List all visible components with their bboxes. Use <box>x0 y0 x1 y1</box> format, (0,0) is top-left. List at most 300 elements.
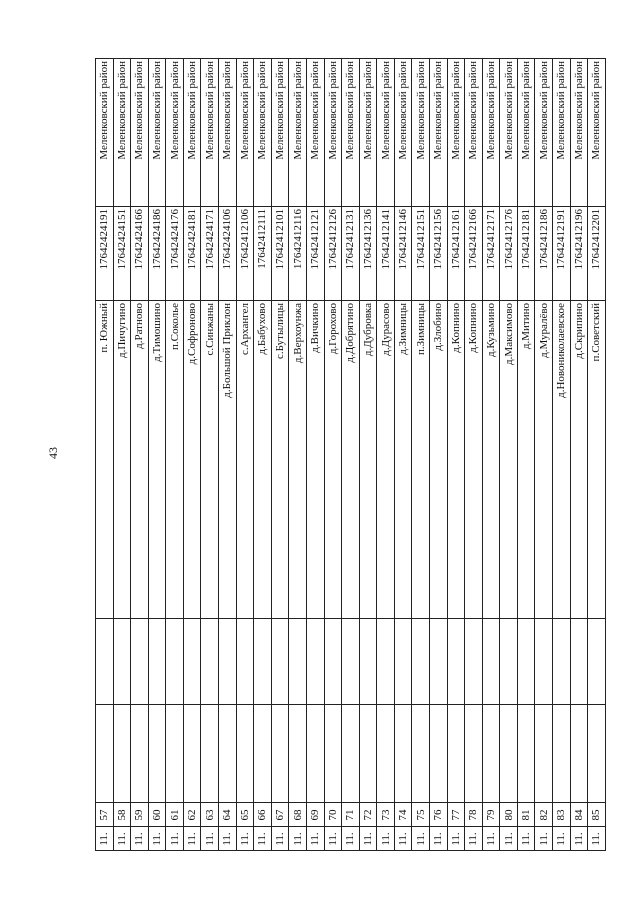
table-cell-district <box>271 59 289 207</box>
table-cell-code <box>324 207 342 301</box>
table-cell-code <box>96 207 114 301</box>
table-cell-district <box>183 59 201 207</box>
table-cell-blank2 <box>131 705 149 803</box>
table-cell-idx <box>429 827 447 851</box>
table-cell-blank1 <box>588 619 606 705</box>
table-cell-idx <box>359 827 377 851</box>
table-cell-blank2 <box>517 705 535 803</box>
cell-text-idx: 11. <box>203 831 216 846</box>
cell-text-settlement: д.Тимошино <box>151 302 164 362</box>
table-cell-idx <box>394 827 412 851</box>
cell-text-code: 17642412141 <box>379 208 392 269</box>
table-cell-num <box>254 803 272 827</box>
table-cell-idx <box>236 827 254 851</box>
cell-text-district: Меленковский район <box>502 60 515 160</box>
cell-text-code: 17642412161 <box>449 208 462 269</box>
table-cell-code <box>236 207 254 301</box>
table-cell-settlement <box>113 301 131 619</box>
cell-text-code: 17642424151 <box>115 208 128 269</box>
table-cell-district <box>412 59 430 207</box>
table-band-num <box>96 803 606 827</box>
cell-text-district: Меленковский район <box>467 60 480 160</box>
cell-text-settlement: д.Копнино <box>467 302 480 353</box>
table-cell-district <box>535 59 553 207</box>
table-cell-code <box>201 207 219 301</box>
cell-text-district: Меленковский район <box>361 60 374 160</box>
cell-text-district: Меленковский район <box>186 60 199 160</box>
table-cell-num <box>201 803 219 827</box>
table-cell-num <box>359 803 377 827</box>
table-cell-code <box>588 207 606 301</box>
table-cell-district <box>429 59 447 207</box>
table-cell-idx <box>447 827 465 851</box>
table-cell-blank1 <box>394 619 412 705</box>
table-cell-settlement <box>219 301 237 619</box>
table-cell-district <box>236 59 254 207</box>
table-cell-code <box>465 207 483 301</box>
cell-text-idx: 11. <box>151 831 164 846</box>
cell-text-district: Меленковский район <box>238 60 251 160</box>
cell-text-settlement: д.Ратново <box>133 302 146 349</box>
table-cell-settlement <box>412 301 430 619</box>
cell-text-settlement: д.Копнино <box>449 302 462 353</box>
table-band-blank2 <box>96 705 606 803</box>
table-cell-num <box>429 803 447 827</box>
table-cell-code <box>394 207 412 301</box>
cell-text-settlement: д.Скрипино <box>572 302 585 359</box>
table-cell-num <box>482 803 500 827</box>
table-cell-blank2 <box>359 705 377 803</box>
table-cell-district <box>553 59 571 207</box>
table-cell-idx <box>289 827 307 851</box>
cell-text-num: 74 <box>397 809 410 820</box>
table-cell-district <box>394 59 412 207</box>
table-cell-blank2 <box>219 705 237 803</box>
table-cell-idx <box>306 827 324 851</box>
cell-text-district: Меленковский район <box>168 60 181 160</box>
table-cell-num <box>553 803 571 827</box>
cell-text-settlement: п.Соколье <box>168 302 181 350</box>
table-cell-district <box>148 59 166 207</box>
cell-text-district: Меленковский район <box>326 60 339 160</box>
table-cell-blank1 <box>465 619 483 705</box>
table-cell-blank1 <box>201 619 219 705</box>
cell-text-num: 76 <box>432 809 445 820</box>
table-cell-district <box>588 59 606 207</box>
table-cell-code <box>306 207 324 301</box>
cell-text-code: 17642412151 <box>414 208 427 269</box>
cell-text-district: Меленковский район <box>449 60 462 160</box>
cell-text-settlement: д.Большой Приклон <box>221 302 234 398</box>
table-cell-code <box>166 207 184 301</box>
table-cell-num <box>113 803 131 827</box>
cell-text-num: 58 <box>115 809 128 820</box>
cell-text-district: Меленковский район <box>151 60 164 160</box>
cell-text-idx: 11. <box>520 831 533 846</box>
table-cell-blank1 <box>131 619 149 705</box>
table-cell-district <box>254 59 272 207</box>
table-cell-code <box>359 207 377 301</box>
table-cell-blank1 <box>447 619 465 705</box>
table-cell-district <box>166 59 184 207</box>
table-cell-idx <box>553 827 571 851</box>
table-band-settlement <box>96 301 606 619</box>
table-cell-blank2 <box>201 705 219 803</box>
table-cell-blank2 <box>113 705 131 803</box>
cell-text-code: 17642412131 <box>344 208 357 269</box>
table-cell-blank1 <box>113 619 131 705</box>
table-cell-settlement <box>271 301 289 619</box>
cell-text-num: 67 <box>274 809 287 820</box>
cell-text-settlement: д.Верхоунжа <box>291 302 304 363</box>
table-cell-blank2 <box>236 705 254 803</box>
cell-text-num: 57 <box>98 809 111 820</box>
cell-text-code: 17642424106 <box>221 208 234 269</box>
cell-text-district: Меленковский район <box>485 60 497 160</box>
table-cell-district <box>289 59 307 207</box>
table-cell-num <box>500 803 518 827</box>
cell-text-idx: 11. <box>485 831 497 846</box>
table-cell-blank1 <box>166 619 184 705</box>
cell-text-district: Меленковский район <box>309 60 322 160</box>
table-cell-district <box>201 59 219 207</box>
table-cell-num <box>271 803 289 827</box>
cell-text-settlement: п. Южный <box>98 302 111 353</box>
cell-text-num: 69 <box>309 809 322 820</box>
table-cell-idx <box>342 827 360 851</box>
table-cell-blank2 <box>465 705 483 803</box>
cell-text-idx: 11. <box>291 831 304 846</box>
table-cell-settlement <box>517 301 535 619</box>
table-cell-blank1 <box>553 619 571 705</box>
table-cell-idx <box>271 827 289 851</box>
cell-text-idx: 11. <box>115 831 128 846</box>
cell-text-num: 85 <box>590 809 603 820</box>
cell-text-code: 17642412111 <box>256 208 269 269</box>
table-cell-blank1 <box>254 619 272 705</box>
cell-text-district: Меленковский район <box>344 60 357 160</box>
table-cell-code <box>271 207 289 301</box>
cell-text-num: 62 <box>186 809 199 820</box>
table-cell-num <box>447 803 465 827</box>
cell-text-idx: 11. <box>432 831 445 846</box>
cell-text-district: Меленковский район <box>520 60 533 160</box>
table-cell-blank2 <box>500 705 518 803</box>
cell-text-settlement: д.Митино <box>520 302 533 349</box>
cell-text-settlement: д.Муралёво <box>537 302 550 358</box>
table-cell-district <box>359 59 377 207</box>
table-cell-code <box>254 207 272 301</box>
table-cell-blank1 <box>500 619 518 705</box>
cell-text-num: 81 <box>520 809 533 820</box>
table-cell-blank2 <box>482 705 500 803</box>
table-cell-idx <box>148 827 166 851</box>
table-cell-blank2 <box>324 705 342 803</box>
table-cell-blank2 <box>412 705 430 803</box>
cell-text-code: 17642424166 <box>133 208 146 269</box>
table-cell-blank2 <box>570 705 588 803</box>
table-cell-settlement <box>254 301 272 619</box>
table-cell-settlement <box>324 301 342 619</box>
table-cell-code <box>113 207 131 301</box>
table-cell-settlement <box>500 301 518 619</box>
table-cell-blank1 <box>306 619 324 705</box>
table-cell-num <box>342 803 360 827</box>
cell-text-num: 59 <box>133 809 146 820</box>
cell-text-code: 17642424186 <box>151 208 164 269</box>
table-cell-num <box>131 803 149 827</box>
cell-text-idx: 11. <box>555 831 568 846</box>
table-cell-num <box>394 803 412 827</box>
cell-text-district: Меленковский район <box>414 60 427 160</box>
table-cell-num <box>517 803 535 827</box>
table-cell-settlement <box>570 301 588 619</box>
settlements-grid <box>95 58 606 851</box>
table-cell-blank2 <box>342 705 360 803</box>
table-cell-settlement <box>394 301 412 619</box>
cell-text-district: Меленковский район <box>432 60 445 160</box>
table-cell-num <box>412 803 430 827</box>
page-number-text: 43 <box>46 447 60 459</box>
table-cell-district <box>219 59 237 207</box>
cell-text-idx: 11. <box>537 831 550 846</box>
cell-text-district: Меленковский район <box>291 60 304 160</box>
table-cell-code <box>429 207 447 301</box>
cell-text-settlement: д.Добрятино <box>344 302 357 363</box>
cell-text-num: 68 <box>291 809 304 820</box>
cell-text-num: 65 <box>238 809 251 820</box>
cell-text-district: Меленковский район <box>537 60 550 160</box>
table-cell-settlement <box>183 301 201 619</box>
cell-text-code: 17642412116 <box>291 208 304 269</box>
cell-text-num: 60 <box>151 809 164 820</box>
table-cell-num <box>570 803 588 827</box>
table-cell-settlement <box>359 301 377 619</box>
table-cell-blank2 <box>447 705 465 803</box>
table-cell-blank1 <box>289 619 307 705</box>
table-cell-num <box>183 803 201 827</box>
table-cell-settlement <box>289 301 307 619</box>
cell-text-code: 17642412156 <box>432 208 445 269</box>
table-cell-idx <box>377 827 395 851</box>
table-band-district <box>96 59 606 207</box>
table-cell-idx <box>570 827 588 851</box>
cell-text-code: 17642424171 <box>203 208 216 269</box>
cell-text-code: 17642412176 <box>502 208 515 269</box>
cell-text-num: 70 <box>326 809 339 820</box>
table-cell-blank1 <box>517 619 535 705</box>
cell-text-idx: 11. <box>449 831 462 846</box>
table-cell-blank2 <box>429 705 447 803</box>
cell-text-settlement: д.Вичкино <box>309 302 322 353</box>
table-cell-num <box>236 803 254 827</box>
cell-text-district: Меленковский район <box>256 60 269 160</box>
table-cell-district <box>342 59 360 207</box>
table-cell-num <box>588 803 606 827</box>
table-cell-blank1 <box>324 619 342 705</box>
table-cell-blank1 <box>359 619 377 705</box>
table-cell-code <box>500 207 518 301</box>
cell-text-settlement: с.Синжаны <box>203 302 216 356</box>
table-cell-num <box>166 803 184 827</box>
table-cell-idx <box>96 827 114 851</box>
table-cell-blank2 <box>377 705 395 803</box>
table-cell-settlement <box>553 301 571 619</box>
cell-text-settlement: п.Зимницы <box>414 302 427 355</box>
cell-text-num: 63 <box>203 809 216 820</box>
cell-text-settlement: д.Зимницы <box>397 302 410 355</box>
cell-text-num: 73 <box>379 809 392 820</box>
table-band-idx <box>96 827 606 851</box>
table-cell-num <box>535 803 553 827</box>
cell-text-district: Меленковский район <box>397 60 410 160</box>
table-cell-blank1 <box>342 619 360 705</box>
cell-text-code: 17642412101 <box>274 208 287 269</box>
table-cell-blank1 <box>219 619 237 705</box>
cell-text-settlement: д.Софроново <box>186 302 199 364</box>
cell-text-idx: 11. <box>361 831 374 846</box>
cell-text-num: 61 <box>168 809 181 820</box>
cell-text-num: 64 <box>221 809 234 820</box>
cell-text-settlement: д.Дубровка <box>361 302 374 356</box>
table-cell-idx <box>201 827 219 851</box>
table-cell-district <box>113 59 131 207</box>
cell-text-idx: 11. <box>414 831 427 846</box>
cell-text-settlement: д.Дурасово <box>379 302 392 356</box>
cell-text-district: Меленковский район <box>590 60 603 160</box>
cell-text-district: Меленковский район <box>221 60 234 160</box>
table-cell-blank1 <box>148 619 166 705</box>
table-band-code <box>96 207 606 301</box>
table-cell-district <box>570 59 588 207</box>
table-cell-idx <box>219 827 237 851</box>
cell-text-num: 66 <box>256 809 269 820</box>
table-cell-code <box>377 207 395 301</box>
cell-text-code: 17642412136 <box>361 208 374 269</box>
table-cell-district <box>324 59 342 207</box>
table-cell-num <box>306 803 324 827</box>
table-cell-idx <box>183 827 201 851</box>
table-cell-settlement <box>482 301 500 619</box>
table-cell-idx <box>113 827 131 851</box>
cell-text-idx: 11. <box>221 831 234 846</box>
table-cell-blank1 <box>429 619 447 705</box>
table-cell-settlement <box>535 301 553 619</box>
cell-text-code: 17642412186 <box>537 208 550 269</box>
cell-text-code: 17642424191 <box>98 208 111 269</box>
table-cell-settlement <box>166 301 184 619</box>
cell-text-num: 75 <box>414 809 427 820</box>
cell-text-num: 82 <box>537 809 550 820</box>
table-cell-blank1 <box>377 619 395 705</box>
table-cell-district <box>131 59 149 207</box>
table-cell-blank2 <box>394 705 412 803</box>
cell-text-idx: 11. <box>168 831 181 846</box>
cell-text-settlement: с.Бутылицы <box>274 302 287 359</box>
table-cell-blank2 <box>254 705 272 803</box>
table-cell-settlement <box>306 301 324 619</box>
cell-text-idx: 11. <box>274 831 287 846</box>
table-cell-idx <box>465 827 483 851</box>
table-cell-num <box>324 803 342 827</box>
cell-text-district: Меленковский район <box>274 60 287 160</box>
table-cell-code <box>553 207 571 301</box>
table-cell-idx <box>412 827 430 851</box>
table-cell-blank2 <box>553 705 571 803</box>
cell-text-code: 17642424176 <box>168 208 181 269</box>
cell-text-idx: 11. <box>502 831 515 846</box>
table-cell-code <box>517 207 535 301</box>
cell-text-district: Меленковский район <box>203 60 216 160</box>
table-cell-district <box>306 59 324 207</box>
table-cell-district <box>447 59 465 207</box>
table-cell-num <box>465 803 483 827</box>
table-cell-blank1 <box>482 619 500 705</box>
cell-text-idx: 11. <box>397 831 410 846</box>
table-cell-code <box>447 207 465 301</box>
table-cell-blank1 <box>535 619 553 705</box>
table-cell-num <box>219 803 237 827</box>
table-cell-code <box>289 207 307 301</box>
table-cell-idx <box>588 827 606 851</box>
cell-text-idx: 11. <box>256 831 269 846</box>
cell-text-code: 17642412126 <box>326 208 339 269</box>
cell-text-code: 17642412121 <box>309 208 322 269</box>
cell-text-district: Меленковский район <box>98 60 111 160</box>
cell-text-district: Меленковский район <box>572 60 585 160</box>
table-cell-num <box>96 803 114 827</box>
table-cell-settlement <box>201 301 219 619</box>
cell-text-idx: 11. <box>238 831 251 846</box>
table-cell-num <box>289 803 307 827</box>
table-cell-blank1 <box>236 619 254 705</box>
cell-text-num: 77 <box>449 809 462 820</box>
table-cell-settlement <box>236 301 254 619</box>
cell-text-code: 17642424181 <box>186 208 199 269</box>
cell-text-code: 17642412196 <box>572 208 585 269</box>
cell-text-district: Меленковский район <box>379 60 392 160</box>
cell-text-num: 79 <box>485 809 497 820</box>
table-cell-settlement <box>342 301 360 619</box>
table-cell-settlement <box>131 301 149 619</box>
table-cell-idx <box>517 827 535 851</box>
table-cell-blank1 <box>183 619 201 705</box>
settlements-table <box>95 58 605 850</box>
cell-text-idx: 11. <box>572 831 585 846</box>
table-cell-blank2 <box>289 705 307 803</box>
cell-text-code: 17642412181 <box>520 208 533 269</box>
cell-text-idx: 11. <box>590 831 603 846</box>
cell-text-settlement: д.Бабухово <box>256 302 269 354</box>
table-cell-settlement <box>377 301 395 619</box>
table-cell-code <box>412 207 430 301</box>
cell-text-code: 17642412146 <box>397 208 410 269</box>
table-cell-blank2 <box>588 705 606 803</box>
cell-text-num: 84 <box>572 809 585 820</box>
table-cell-blank2 <box>96 705 114 803</box>
table-cell-code <box>131 207 149 301</box>
cell-text-code: 17642412171 <box>485 208 497 269</box>
table-cell-num <box>148 803 166 827</box>
table-cell-code <box>482 207 500 301</box>
table-cell-code <box>183 207 201 301</box>
table-cell-blank2 <box>271 705 289 803</box>
cell-text-idx: 11. <box>467 831 480 846</box>
table-cell-code <box>570 207 588 301</box>
table-cell-idx <box>482 827 500 851</box>
table-cell-idx <box>535 827 553 851</box>
cell-text-code: 17642412191 <box>555 208 568 269</box>
